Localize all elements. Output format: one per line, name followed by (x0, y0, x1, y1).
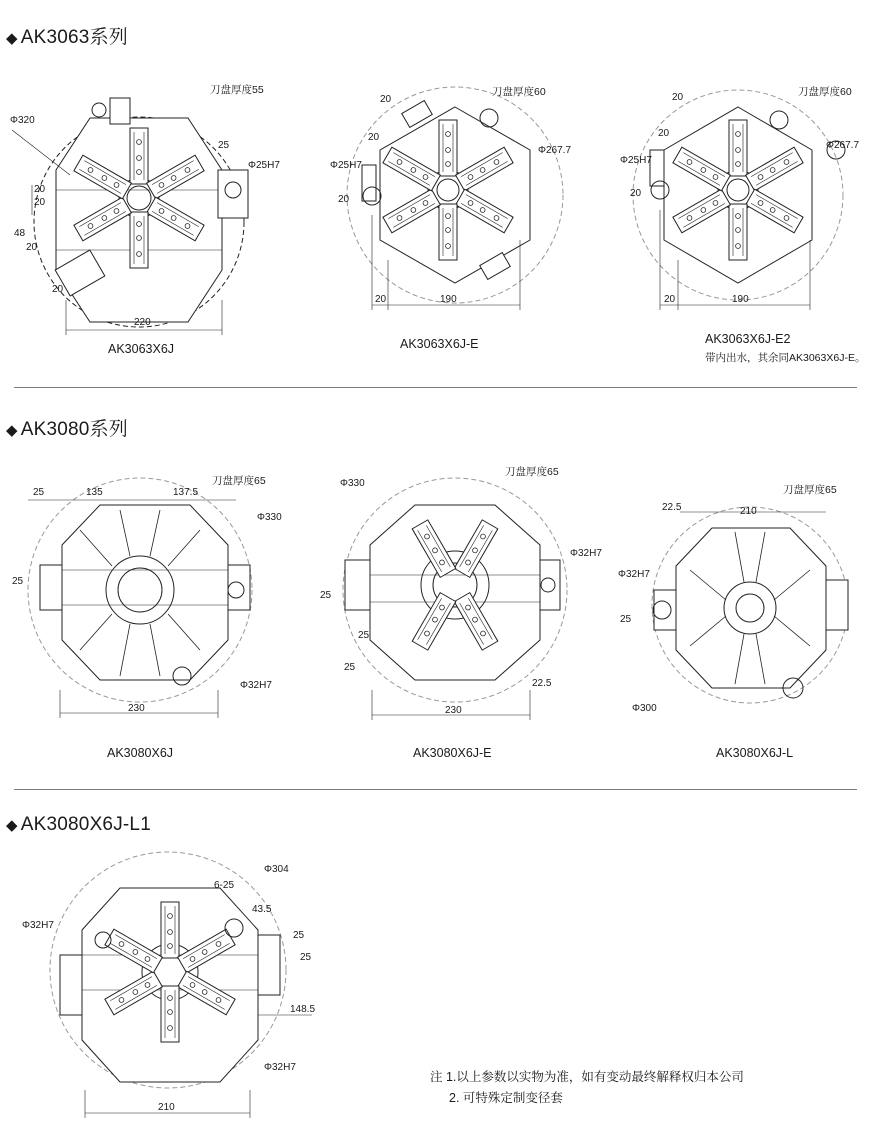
dim-label: Φ32H7 (264, 1062, 296, 1073)
dim-label: 25 (33, 487, 45, 498)
model-caption: AK3080X6J (107, 746, 174, 760)
dim-label: 48 (14, 228, 26, 239)
drawing-ak3063x6j-e (347, 87, 563, 310)
section-title-ak3063: ◆ AK3063系列 (6, 27, 128, 48)
dim-label: Φ304 (264, 864, 289, 875)
dim-label: 25 (293, 930, 305, 941)
dim-label: 22.5 (662, 502, 682, 513)
dim-label: 25 (218, 140, 230, 151)
dim-label: Φ330 (257, 512, 282, 523)
dim-label: 20 (658, 128, 670, 139)
dim-label: 43.5 (252, 904, 272, 915)
dim-label: 137.5 (173, 487, 199, 498)
drawing-ak3080x6j (28, 478, 252, 718)
model-caption: AK3080X6J-E (413, 746, 492, 760)
dim-label: Φ267.7 (538, 145, 572, 156)
dim-label: 20 (375, 294, 387, 305)
dim-label: 20 (26, 242, 38, 253)
dim-label: Φ330 (340, 478, 365, 489)
drawing-ak3063x6j (12, 98, 248, 335)
note-line-1: 注 1.以上参数以实物为准，如有变动最终解释权归本公司 (430, 1070, 744, 1084)
note-line-2: 2. 可特殊定制变径套 (449, 1091, 563, 1105)
dim-label: 25 (300, 952, 312, 963)
dim-label: Φ32H7 (240, 680, 272, 691)
dim-label: 20 (52, 284, 64, 295)
drawing-ak3080x6j-l1 (50, 852, 312, 1118)
dim-label: Φ32H7 (22, 920, 54, 931)
dim-label: 20 (664, 294, 676, 305)
dim-label: Φ267.7 (826, 140, 860, 151)
dim-label: 190 (732, 294, 749, 305)
model-caption: AK3063X6J-E (400, 337, 479, 351)
thickness-label: 刀盘厚度65 (505, 466, 559, 478)
dim-label: Φ300 (632, 703, 657, 714)
thickness-label: 刀盘厚度65 (212, 475, 266, 487)
dim-label: 25 (320, 590, 332, 601)
dim-label: Φ25H7 (248, 160, 280, 171)
dim-label: 20 (338, 194, 350, 205)
dim-label: 230 (445, 705, 462, 716)
thickness-label: 刀盘厚度55 (210, 84, 264, 96)
dim-label: Φ320 (10, 115, 35, 126)
dim-label: 25 (620, 614, 632, 625)
dim-label: 25 (358, 630, 370, 641)
dim-label: 20 (380, 94, 392, 105)
dim-label: 135 (86, 487, 103, 498)
dim-label: 190 (440, 294, 457, 305)
dim-label: 20 (630, 188, 642, 199)
dim-label: 148.5 (290, 1004, 316, 1015)
dim-label: 220 (134, 317, 151, 328)
dim-label: 20 (368, 132, 380, 143)
dim-label: 210 (740, 506, 757, 517)
thickness-label: 刀盘厚度65 (783, 484, 837, 496)
model-caption: AK3063X6J (108, 342, 175, 356)
dim-label: 20 (34, 197, 46, 208)
model-subcaption: 带内出水，其余同AK3063X6J-E。 (705, 352, 866, 364)
thickness-label: 刀盘厚度60 (492, 86, 546, 98)
section-title-ak3080x6j-l1: ◆ AK3080X6J-L1 (6, 814, 151, 835)
dim-label: Φ32H7 (618, 569, 650, 580)
model-caption: AK3080X6J-L (716, 746, 794, 760)
dim-label: Φ25H7 (330, 160, 362, 171)
dim-label: Φ32H7 (570, 548, 602, 559)
dim-label: 25 (344, 662, 356, 673)
dim-label: 20 (34, 184, 46, 195)
dim-label: 230 (128, 703, 145, 714)
thickness-label: 刀盘厚度60 (798, 86, 852, 98)
drawing-ak3063x6j-e2 (633, 90, 845, 310)
dim-label: 210 (158, 1102, 175, 1113)
dim-label: 6-25 (214, 880, 235, 891)
section-title-ak3080: ◆ AK3080系列 (6, 419, 128, 440)
model-caption: AK3063X6J-E2 (705, 332, 791, 346)
dim-label: 22.5 (532, 678, 552, 689)
dim-label: 25 (12, 576, 24, 587)
dim-label: Φ25H7 (620, 155, 652, 166)
drawing-ak3080x6j-l (652, 507, 848, 703)
dim-label: 20 (672, 92, 684, 103)
